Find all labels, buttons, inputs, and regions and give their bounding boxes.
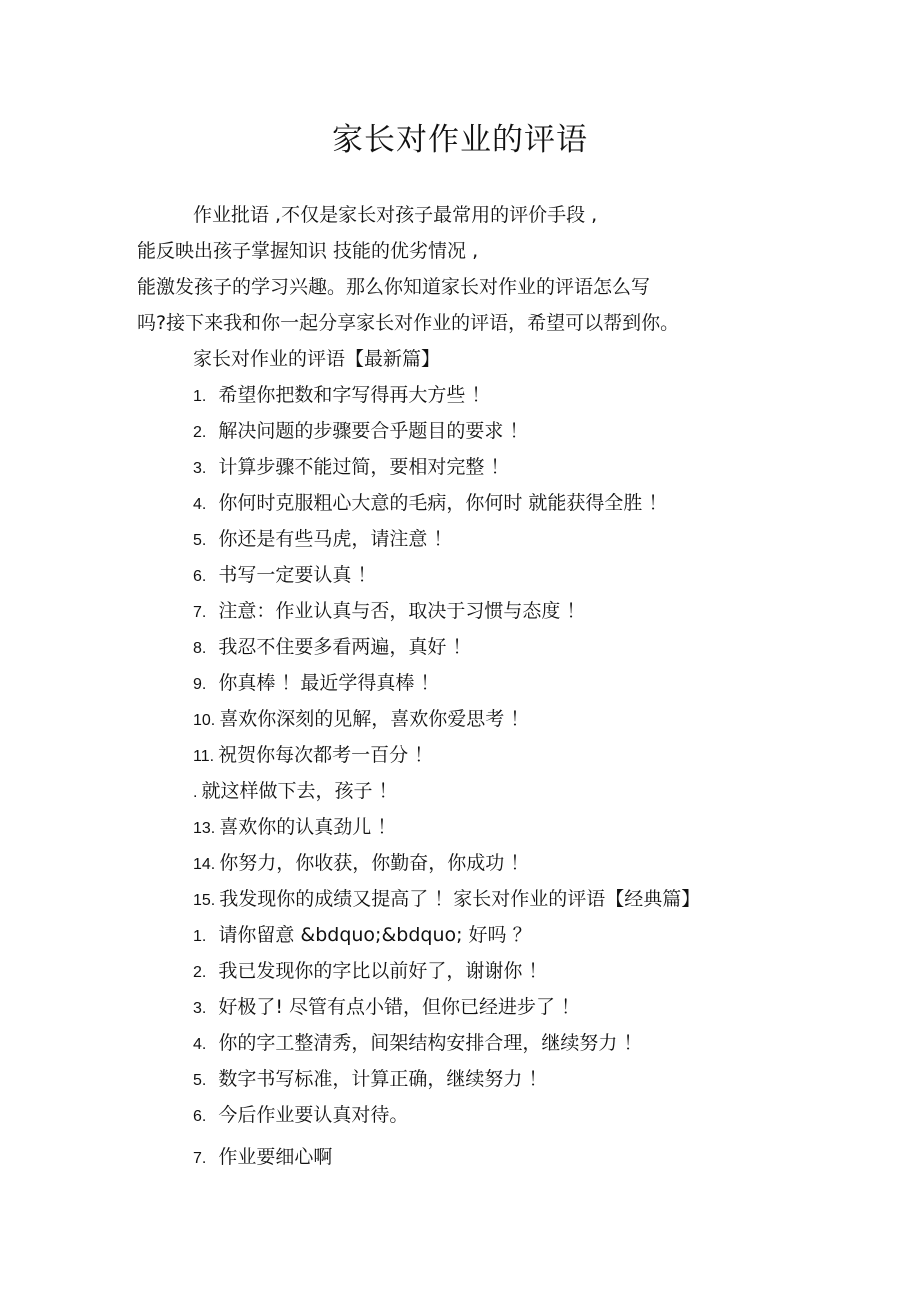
item-text: 今后作业要认真对待。 xyxy=(218,1104,409,1126)
document-title: 家长对作业的评语 xyxy=(332,122,588,158)
item-text: 我忍不住要多看两遍，真好 ！ xyxy=(218,636,472,658)
list-item xyxy=(193,593,700,629)
item-number: . xyxy=(193,784,198,801)
item-number: 11. xyxy=(193,748,215,765)
list-item xyxy=(193,881,700,917)
item-text: 我已发现你的字比以前好了，谢谢你 ！ xyxy=(218,960,548,982)
item-text: 希望你把数和字写得再大方些 ！ xyxy=(218,384,491,406)
item-number: 6. xyxy=(193,1108,207,1125)
item-text: 你的字工整清秀，间架结构安排合理，继续努力 ！ xyxy=(218,1032,643,1054)
item-number: 8. xyxy=(193,640,207,657)
item-number: 7. xyxy=(193,604,207,621)
item-number: 3. xyxy=(193,460,207,477)
list-item xyxy=(193,773,700,809)
item-text: 喜欢你的认真劲儿 ！ xyxy=(219,816,397,838)
item-text: 你努力，你收获，你勤奋，你成功 ！ xyxy=(219,852,530,874)
list-item xyxy=(193,917,700,953)
item-number: 7. xyxy=(193,1150,207,1167)
intro-line: 吗?接下来我和你一起分享家长对作业的评语，希望可以帮到你。 xyxy=(137,312,680,334)
item-number: 2. xyxy=(193,964,207,981)
item-text: 计算步骤不能过简，要相对完整 ！ xyxy=(218,456,510,478)
item-number: 13. xyxy=(193,820,216,837)
item-text: 作业要细心啊 xyxy=(218,1146,333,1168)
item-text: 你真棒 ！最近学得真棒 ！ xyxy=(218,672,440,694)
item-text: 你还是有些马虎，请注意 ！ xyxy=(218,528,453,550)
item-text: 你何时克服粗心大意的毛病，你何时 就能获得全胜 ！ xyxy=(218,492,668,514)
list-item xyxy=(193,989,700,1025)
intro-line: 能反映出孩子掌握知识 技能的优劣情况 , xyxy=(137,240,479,262)
list-item xyxy=(193,485,700,521)
item-number: 1. xyxy=(193,388,207,405)
list-item xyxy=(193,413,700,449)
list-item xyxy=(193,701,700,737)
item-number: 4. xyxy=(193,1036,207,1053)
item-text: 请你留意 &bdquo;&bdquo; 好吗 ？ xyxy=(218,924,532,946)
item-number: 1. xyxy=(193,928,207,945)
item-text: 好极了! 尽管有点小错，但你已经进步了 ！ xyxy=(218,996,581,1018)
item-text: 祝贺你每次都考一百分 ！ xyxy=(218,744,434,766)
list-item xyxy=(193,1061,700,1097)
list-item xyxy=(193,665,700,701)
list-item xyxy=(193,557,700,593)
item-text: 我发现你的成绩又提高了 ！家长对作业的评语【经典篇】 xyxy=(219,888,701,910)
item-number: 6. xyxy=(193,568,207,585)
intro-line: 作业批语 ,不仅是家长对孩子最常用的评价手段 , xyxy=(193,204,598,226)
item-number: 10. xyxy=(193,712,216,729)
list-item xyxy=(193,1139,700,1175)
list-item xyxy=(193,377,700,413)
item-text: 数字书写标准，计算正确，继续努力 ！ xyxy=(218,1068,548,1090)
list-item xyxy=(193,521,700,557)
item-number: 15. xyxy=(193,892,216,909)
item-number: 9. xyxy=(193,676,207,693)
item-number: 5. xyxy=(193,532,207,549)
list-item xyxy=(193,1097,700,1133)
item-text: 解决问题的步骤要合乎题目的要求 ！ xyxy=(218,420,529,442)
comment-list xyxy=(193,377,700,1175)
list-item xyxy=(193,953,700,989)
item-number: 3. xyxy=(193,1000,207,1017)
list-item xyxy=(193,845,700,881)
list-item xyxy=(193,737,700,773)
item-number: 5. xyxy=(193,1072,207,1089)
section-heading: 家长对作业的评语【最新篇】 xyxy=(193,348,441,370)
intro-line: 能激发孩子的学习兴趣。那么你知道家长对作业的评语怎么写 xyxy=(137,276,651,298)
item-number: 14. xyxy=(193,856,216,873)
item-text: 喜欢你深刻的见解，喜欢你爱思考 ！ xyxy=(219,708,530,730)
item-text: 注意：作业认真与否，取决于习惯与态度 ！ xyxy=(218,600,586,622)
list-item xyxy=(193,629,700,665)
item-number: 2. xyxy=(193,424,207,441)
intro-paragraph xyxy=(137,197,837,377)
item-text: 就这样做下去，孩子 ！ xyxy=(201,780,398,802)
list-item xyxy=(193,1025,700,1061)
item-text: 书写一定要认真 ！ xyxy=(218,564,377,586)
list-item xyxy=(193,809,700,845)
item-number: 4. xyxy=(193,496,207,513)
list-item xyxy=(193,449,700,485)
